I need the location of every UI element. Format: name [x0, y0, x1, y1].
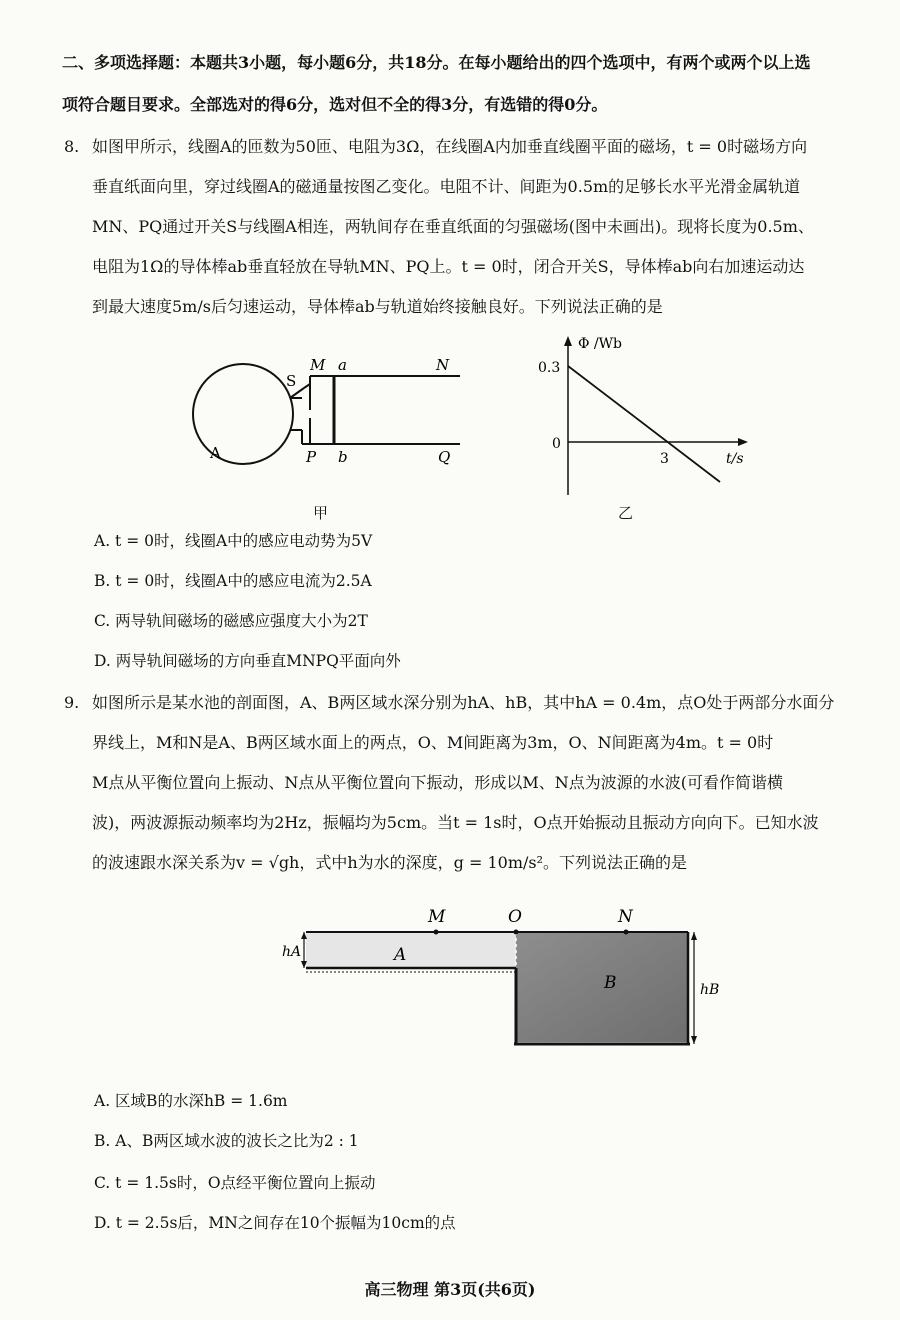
label-n: N	[436, 356, 450, 374]
question-8-option-d: D. 两导轨间磁场的方向垂直MNPQ平面向外	[94, 652, 401, 670]
figure-coil-rails	[190, 350, 470, 480]
y-axis-label: Φ /Wb	[578, 336, 622, 352]
region-a	[306, 932, 516, 968]
y-tick-label: 0.3	[538, 360, 561, 376]
question-9-line-4: 波)，两波源振动频率均为2Hz，振幅均为5cm。当t = 1s时，O点开始振动且振动方向向下。已知水波	[92, 813, 819, 832]
point-n	[624, 930, 629, 935]
figure-flux-graph	[530, 330, 760, 500]
section-heading-line-2: 项符合题目要求。全部选对的得6分，选对但不全的得3分，有选错的得0分。	[62, 95, 608, 114]
question-9-line-5: 的波速跟水深关系为v = √gh，式中h为水的深度，g = 10m/s²。下列说法正确的是	[92, 853, 688, 872]
x-axis-label: t/s	[726, 451, 744, 467]
point-o	[514, 930, 519, 935]
y-axis-arrow	[564, 336, 572, 346]
label-b: b	[338, 448, 348, 466]
question-9-line-3: M点从平衡位置向上振动、N点从平衡位置向下振动，形成以M、N点为波源的水波(可看作简谐横	[92, 773, 784, 792]
question-8-option-b: B. t = 0时，线圈A中的感应电流为2.5A	[94, 572, 372, 590]
label-s: S	[286, 372, 297, 390]
figure-jia-caption: 甲	[313, 504, 329, 522]
region-b	[516, 932, 688, 1042]
label-m: M	[310, 356, 326, 374]
question-9-line-1: 如图所示是某水池的剖面图，A、B两区域水深分别为hA、hB，其中hA = 0.4m，点O处于两部分水面分	[92, 693, 835, 712]
point-m	[434, 930, 439, 935]
question-8-line-4: 电阻为1Ω的导体棒ab垂直轻放在导轨MN、PQ上。t = 0时，闭合开关S，导体棒ab向右加速运动达	[92, 257, 805, 276]
question-8-line-3: MN、PQ通过开关S与线圈A相连，两轨间存在垂直纸面的匀强磁场(图中未画出)。现将长度为0.5m、	[92, 217, 814, 236]
question-9-option-b: B. A、B两区域水波的波长之比为2 : 1	[94, 1132, 359, 1150]
question-9-option-a: A. 区域B的水深hB = 1.6m	[94, 1092, 288, 1110]
question-8-line-2: 垂直纸面向里，穿过线圈A的磁通量按图乙变化。电阻不计、间距为0.5m的足够长水平光滑金属轨道	[92, 177, 801, 196]
x-axis-arrow	[738, 438, 748, 446]
question-8-line-5: 到最大速度5m/s后匀速运动，导体棒ab与轨道始终接触良好。下列说法正确的是	[92, 297, 663, 316]
coil-a	[193, 364, 293, 464]
label-region-a: A	[394, 945, 407, 965]
figure-pool-section	[270, 900, 730, 1060]
label-a-coil: A	[210, 444, 221, 462]
label-hb: hB	[700, 982, 720, 998]
question-8-option-a: A. t = 0时，线圈A中的感应电动势为5V	[94, 532, 373, 550]
question-9-number: 9.	[64, 693, 80, 712]
label-q: Q	[438, 448, 451, 466]
flux-line	[568, 366, 720, 482]
question-8-line-1: 如图甲所示，线圈A的匝数为50匝、电阻为3Ω，在线圈A内加垂直线圈平面的磁场，t = 0时磁场方向	[92, 137, 808, 156]
figure-yi-caption: 乙	[618, 504, 634, 522]
label-a-rod: a	[338, 356, 347, 374]
label-p: P	[306, 448, 317, 466]
label-n-pool: N	[618, 907, 633, 927]
question-8-option-c: C. 两导轨间磁场的磁感应强度大小为2T	[94, 612, 368, 630]
x-tick-label: 3	[660, 451, 669, 467]
question-9-line-2: 界线上，M和N是A、B两区域水面上的两点，O、M间距离为3m，O、N间距离为4m。t = 0时	[92, 733, 774, 752]
label-o-pool: O	[508, 907, 522, 927]
label-region-b: B	[604, 973, 617, 993]
question-9-option-c: C. t = 1.5s时，O点经平衡位置向上振动	[94, 1174, 376, 1192]
section-heading-line-1: 二、多项选择题：本题共3小题，每小题6分，共18分。在每小题给出的四个选项中，有两个或两个以上选	[62, 53, 811, 72]
origin-label: 0	[552, 436, 561, 452]
page-footer: 高三物理 第3页(共6页)	[364, 1280, 536, 1299]
label-m-pool: M	[428, 907, 446, 927]
question-9-option-d: D. t = 2.5s后，MN之间存在10个振幅为10cm的点	[94, 1214, 456, 1232]
label-ha: hA	[282, 944, 302, 960]
question-8-number: 8.	[64, 137, 80, 156]
